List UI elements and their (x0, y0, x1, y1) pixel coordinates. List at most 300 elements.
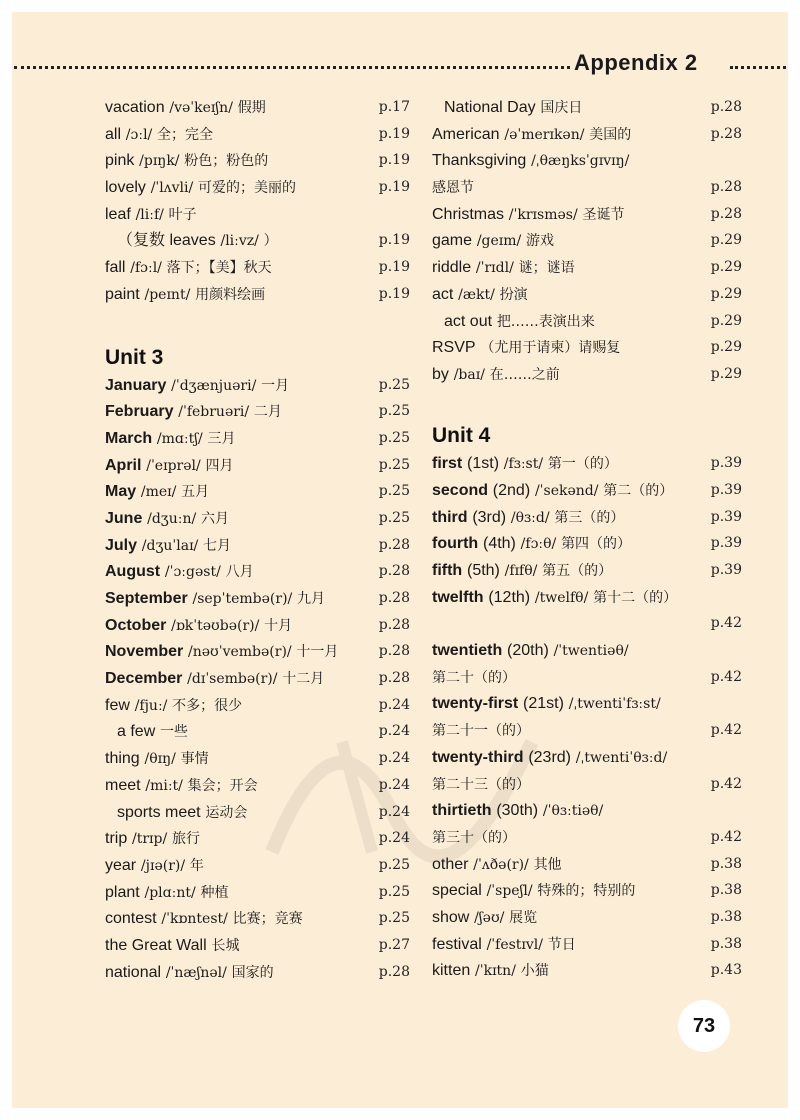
phonetic: /θɜːd/ (510, 509, 550, 526)
vocab-entry (432, 744, 742, 771)
chinese-meaning: 可爱的；美丽的 (198, 180, 297, 197)
chinese-meaning: 其他 (533, 856, 562, 873)
vocab-entry (432, 824, 742, 851)
page-reference: p.39 (710, 562, 742, 578)
page-reference: p.24 (378, 723, 410, 740)
page-reference: p.28 (378, 963, 410, 980)
chinese-meaning: 八月 (225, 564, 254, 581)
chinese-meaning: 第四（的） (561, 536, 632, 553)
chinese-meaning: 全；完全 (157, 126, 214, 143)
vocab-entry (105, 281, 410, 308)
page-reference: p.27 (378, 936, 410, 953)
page-reference: p.28 (710, 125, 742, 142)
phonetic: /plɑːnt/ (144, 884, 196, 901)
vocab-word: game (432, 232, 473, 250)
chinese-meaning: 不多；很少 (172, 697, 243, 714)
phonetic: /liːf/ (135, 206, 164, 223)
vocab-word: March (105, 429, 153, 447)
chinese-meaning: 第十二（的） (593, 589, 678, 606)
page-reference: p.39 (710, 535, 742, 552)
phonetic: /dʒuˈlaɪ/ (141, 537, 199, 554)
page-number: 73 (678, 1000, 730, 1052)
vocab-entry (432, 121, 742, 148)
page-reference: p.38 (710, 908, 742, 925)
phonetic: /sepˈtembə(r)/ (192, 591, 293, 607)
page-reference: p.24 (378, 830, 410, 847)
appendix-title: Appendix 2 (574, 50, 698, 75)
vocab-word: twenty-third (432, 748, 524, 766)
page-reference: p.42 (710, 615, 742, 632)
page-reference: p.25 (378, 483, 410, 500)
page-reference: p.29 (710, 285, 742, 302)
chinese-meaning: 三月 (207, 430, 236, 447)
page-reference: p.25 (378, 456, 410, 473)
ordinal-abbrev: (21st) (523, 695, 564, 713)
left-column (105, 94, 410, 985)
chinese-meaning: 特殊的；特别的 (537, 883, 636, 900)
chinese-meaning: 十二月 (282, 671, 325, 688)
vocab-entry (432, 504, 742, 531)
phonetic: /mɑːtʃ/ (156, 430, 203, 447)
vocab-entry (432, 877, 742, 904)
phonetic: /ˈkɪtn/ (475, 963, 516, 980)
vocab-word: national (105, 963, 162, 981)
vocab-entry (105, 745, 410, 772)
vocab-entry (105, 201, 410, 228)
vocab-word: vacation (105, 99, 165, 116)
ordinal-abbrev: (23rd) (528, 748, 572, 766)
phonetic: /peɪnt/ (144, 286, 191, 303)
page-reference: p.28 (378, 643, 410, 660)
phonetic: /fɔːθ/ (520, 536, 557, 553)
vocab-word: meet (105, 776, 141, 794)
phonetic: /əˈmerɪkən/ (504, 126, 585, 143)
phonetic: /ˈɔːgəst/ (164, 564, 221, 581)
page-reference: p.42 (710, 668, 742, 685)
vocab-word: contest (105, 910, 157, 928)
phonetic: /nəʊˈvembə(r)/ (188, 644, 292, 661)
phonetic: /ˈnæʃnəl/ (165, 964, 227, 981)
phonetic: /jɪə(r)/ (140, 857, 186, 874)
page-reference: p.17 (378, 99, 410, 115)
vocab-entry (432, 147, 742, 174)
right-column (432, 94, 742, 984)
vocab-entry (105, 254, 410, 281)
phonetic: /fɜːst/ (503, 456, 544, 473)
vocab-word: trip (105, 830, 128, 848)
vocab-entry (105, 638, 410, 665)
vocab-word: Christmas (432, 205, 505, 223)
page-reference: p.38 (710, 855, 742, 872)
page-reference: p.28 (710, 99, 742, 115)
chinese-meaning: 美国的 (589, 126, 632, 143)
vocab-entry (432, 94, 742, 121)
chinese-meaning: 长城 (211, 937, 240, 954)
vocab-entry (432, 771, 742, 798)
vocab-word: twelfth (432, 588, 484, 606)
page-reference: p.28 (710, 205, 742, 222)
vocab-word: sports meet (117, 803, 201, 821)
chinese-meaning: 第一（的） (547, 456, 618, 473)
chinese-meaning: 十月 (264, 617, 293, 634)
chinese-meaning: 谜；谜语 (518, 260, 575, 277)
phonetic: /dɪˈsembə(r)/ (187, 671, 278, 688)
page-reference: p.28 (378, 563, 410, 580)
phonetic: /liːvz/ (220, 233, 259, 250)
vocab-entry (432, 797, 742, 824)
chinese-meaning: 在……之前 (489, 366, 560, 383)
chinese-meaning: 节日 (547, 936, 576, 953)
vocab-list-unit3-cont (432, 94, 742, 388)
phonetic: /ˈspeʃl/ (486, 883, 533, 900)
page-reference: p.42 (710, 722, 742, 739)
phonetic: /ˌθæŋksˈgɪvɪŋ/ (531, 153, 630, 170)
chinese-meaning: 五月 (181, 484, 210, 501)
chinese-meaning: 落下；【美】秋天 (166, 260, 272, 277)
vocab-word: other (432, 855, 469, 873)
phonetic: /dʒuːn/ (147, 510, 197, 527)
vocab-entry (432, 957, 742, 984)
vocab-entry (432, 254, 742, 281)
vocab-entry (432, 557, 742, 584)
vocab-word: few (105, 696, 130, 714)
ordinal-abbrev: (20th) (507, 642, 549, 660)
vocab-word: November (105, 643, 184, 661)
chinese-meaning: 比赛；竞赛 (232, 911, 303, 928)
page-reference: p.28 (378, 536, 410, 553)
phonetic: /ˈsekənd/ (534, 482, 599, 499)
page-reference: p.39 (710, 508, 742, 525)
page-reference: p.42 (710, 828, 742, 845)
chinese-meaning: 一月 (261, 377, 290, 394)
vocab-entry (105, 959, 410, 986)
page-reference: p.28 (378, 590, 410, 606)
vocab-word: a few (117, 723, 156, 741)
vocab-word: October (105, 616, 167, 634)
vocab-entry (105, 94, 410, 121)
chinese-meaning: 第三十（的） (432, 829, 516, 846)
unit-3-heading: Unit 3 (105, 345, 164, 369)
vocab-entry (105, 372, 410, 399)
chinese-meaning: 二月 (253, 404, 282, 421)
chinese-meaning: 圣诞节 (582, 206, 625, 223)
chinese-meaning: 七月 (203, 537, 232, 554)
vocab-word: RSVP (432, 339, 476, 357)
chinese-meaning: 感恩节 (432, 180, 474, 197)
vocab-entry (105, 174, 410, 201)
ordinal-abbrev: (30th) (496, 802, 539, 820)
vocab-entry (432, 851, 742, 878)
page-reference: p.25 (378, 429, 410, 446)
page-reference: p.24 (378, 750, 410, 767)
vocab-word: twentieth (432, 642, 503, 660)
phonetic: /ˈkrɪsməs/ (508, 206, 578, 223)
page-reference: p.28 (710, 179, 742, 196)
vocab-entry (105, 532, 410, 559)
vocab-word: twenty-first (432, 695, 519, 713)
vocab-word: first (432, 455, 463, 473)
chinese-meaning: 九月 (297, 591, 326, 607)
vocab-word: July (105, 536, 138, 554)
vocab-word: plant (105, 883, 140, 901)
chinese-meaning: 事情 (180, 751, 209, 768)
page-reference: p.19 (378, 259, 410, 276)
phonetic: /vəˈkeɪʃn/ (169, 100, 233, 116)
vocab-word: act out (444, 312, 493, 330)
phonetic: /ɔːl/ (125, 126, 153, 143)
vocab-word: the Great Wall (105, 936, 207, 954)
page-reference: p.25 (378, 376, 410, 393)
vocab-entry (432, 530, 742, 557)
page-reference: p.25 (378, 509, 410, 526)
vocab-entry (105, 879, 410, 906)
vocab-entry (432, 281, 742, 308)
vocab-word: thing (105, 750, 140, 768)
vocab-word: year (105, 856, 137, 874)
vocab-word: kitten (432, 962, 471, 980)
phonetic: /ˈkɒntest/ (161, 911, 228, 928)
chinese-meaning: 国家的 (231, 964, 274, 981)
vocab-entry (105, 692, 410, 719)
vocab-entry (432, 450, 742, 477)
vocab-entry (105, 505, 410, 532)
page-header (12, 50, 788, 80)
phonetic: /fɔːl/ (130, 260, 162, 277)
phonetic: /ˈrɪdl/ (475, 260, 514, 277)
vocab-entry (432, 308, 742, 335)
ordinal-abbrev: (4th) (482, 535, 516, 553)
vocab-entry (432, 334, 742, 361)
vocab-entry (105, 772, 410, 799)
vocab-entry (105, 227, 410, 254)
phonetic: /fjuː/ (134, 697, 168, 714)
chinese-meaning: ） (263, 233, 278, 250)
chinese-meaning: 年 (189, 857, 204, 874)
page-reference: p.19 (378, 232, 410, 249)
vocab-entry (105, 452, 410, 479)
chinese-meaning: 假期 (237, 100, 266, 116)
vocab-list-unit2 (105, 94, 410, 308)
vocab-word: January (105, 376, 167, 394)
vocab-word: fifth (432, 562, 463, 579)
chinese-meaning: （尤用于请柬）请赐复 (480, 340, 621, 357)
vocab-entry (432, 361, 742, 388)
vocab-word: all (105, 125, 122, 143)
page-reference: p.25 (378, 856, 410, 873)
dotted-rule-right (730, 66, 786, 69)
vocab-entry (105, 799, 410, 826)
vocab-entry (432, 717, 742, 744)
chinese-meaning: 四月 (205, 457, 234, 474)
phonetic: /ækt/ (458, 286, 495, 303)
ordinal-abbrev: (5th) (466, 562, 500, 579)
page-reference: p.25 (378, 403, 410, 420)
page-reference: p.28 (378, 670, 410, 687)
page-reference: p.25 (378, 883, 410, 900)
vocab-word: leaf (105, 205, 131, 223)
phonetic: /pɪŋk/ (139, 153, 180, 170)
page-reference: p.24 (378, 696, 410, 713)
page-reference: p.19 (378, 179, 410, 196)
chinese-meaning: 扮演 (499, 286, 528, 303)
vocab-word: third (432, 508, 468, 526)
vocab-word: fall (105, 259, 126, 277)
chinese-meaning: 小猫 (520, 963, 549, 980)
vocab-word: December (105, 670, 183, 688)
ordinal-abbrev: (2nd) (492, 481, 531, 499)
vocab-entry (105, 585, 410, 612)
vocab-word: second (432, 481, 489, 499)
phonetic: /trɪp/ (132, 831, 168, 848)
vocab-word: pink (105, 152, 135, 170)
vocab-entry (432, 690, 742, 717)
vocab-entry (432, 201, 742, 228)
page-reference: p.29 (710, 365, 742, 382)
chinese-meaning: 游戏 (526, 233, 555, 250)
chinese-meaning: 第二十三（的） (432, 776, 530, 793)
page-reference: p.39 (710, 481, 742, 498)
page-reference: p.38 (710, 882, 742, 899)
vocab-word: February (105, 403, 174, 421)
chinese-meaning: 十一月 (296, 644, 339, 661)
vocab-word: lovely (105, 179, 146, 197)
page-reference: p.19 (378, 125, 410, 142)
ordinal-abbrev: (12th) (488, 588, 531, 606)
vocab-entry (105, 825, 410, 852)
phonetic: /ɒkˈtəʊbə(r)/ (171, 617, 260, 634)
vocab-entry (432, 931, 742, 958)
vocab-word: fourth (432, 535, 479, 553)
vocab-entry (432, 227, 742, 254)
vocab-word: April (105, 456, 142, 474)
page-reference: p.38 (710, 935, 742, 952)
vocab-word: paint (105, 285, 140, 303)
vocab-word: thirtieth (432, 802, 492, 820)
page-reference: p.29 (710, 259, 742, 276)
page-reference: p.19 (378, 285, 410, 302)
phonetic: /miːt/ (145, 777, 183, 794)
vocab-entry (432, 664, 742, 691)
phonetic: /ˈlʌvli/ (150, 180, 194, 197)
phonetic: /twelfθ/ (534, 589, 589, 606)
chinese-meaning: 一些 (160, 724, 189, 741)
page-reference: p.24 (378, 776, 410, 793)
chinese-meaning: 第五（的） (542, 563, 613, 579)
chinese-meaning: 种植 (200, 884, 229, 901)
phonetic: /ˌtwentiˈθɜːd/ (575, 749, 668, 766)
chinese-meaning: 展览 (509, 909, 538, 926)
phonetic: /fɪfθ/ (504, 563, 538, 579)
vocab-entry (432, 610, 742, 637)
phonetic: /ˈʌðə(r)/ (473, 856, 529, 873)
ordinal-abbrev: (1st) (467, 455, 500, 473)
unit-4-heading: Unit 4 (432, 424, 491, 448)
phonetic: /θɪŋ/ (144, 751, 176, 768)
chinese-meaning: 旅行 (172, 831, 200, 848)
vocab-list-unit3 (105, 372, 410, 986)
vocab-word: festival (432, 935, 482, 953)
chinese-meaning: 集会；开会 (187, 777, 258, 794)
vocab-entry (105, 425, 410, 452)
page-reference: p.29 (710, 232, 742, 249)
vocab-word: August (105, 563, 161, 581)
phonetic: /ˌtwentiˈfɜːst/ (568, 696, 661, 713)
page-reference: p.29 (710, 339, 742, 356)
dotted-rule-left (14, 66, 570, 69)
phonetic: /ˈθɜːtiəθ/ (542, 803, 604, 820)
vocab-word: special (432, 882, 482, 900)
vocab-entry (432, 637, 742, 664)
vocab-entry (432, 904, 742, 931)
chinese-meaning: 粉色；粉色的 (184, 153, 269, 170)
chinese-meaning: 第二十一（的） (432, 723, 530, 740)
page-reference: p.43 (710, 962, 742, 979)
vocab-word: （复数 leaves (117, 232, 216, 250)
chinese-meaning: 六月 (200, 510, 229, 527)
chinese-meaning: 把……表演出来 (496, 313, 595, 330)
vocab-entry (105, 852, 410, 879)
page-reference: p.24 (378, 803, 410, 820)
phonetic: /geɪm/ (476, 233, 522, 250)
chinese-meaning: 第二（的） (603, 482, 674, 499)
phonetic: /ˈdʒænjuəri/ (171, 377, 257, 394)
vocab-word: June (105, 509, 143, 527)
ordinal-abbrev: (3rd) (472, 508, 507, 526)
page-reference: p.28 (378, 616, 410, 633)
phonetic: /ˈfebruəri/ (178, 404, 250, 421)
chinese-meaning: 国庆日 (540, 100, 583, 116)
vocab-word: riddle (432, 259, 472, 277)
vocab-word: act (432, 285, 454, 303)
vocab-list-unit4 (432, 450, 742, 984)
vocab-entry (105, 932, 410, 959)
vocab-entry (105, 558, 410, 585)
vocab-entry (105, 147, 410, 174)
page-reference: p.39 (710, 455, 742, 472)
vocab-word: by (432, 365, 449, 383)
chinese-meaning: 运动会 (205, 804, 248, 821)
vocab-entry (105, 121, 410, 148)
vocab-word: Thanksgiving (432, 152, 527, 170)
page-reference: p.42 (710, 775, 742, 792)
chinese-meaning: 用颜料绘画 (195, 286, 266, 303)
chinese-meaning: 叶子 (168, 206, 197, 223)
chinese-meaning: 第三（的） (554, 509, 625, 526)
vocab-word: show (432, 908, 470, 926)
vocab-entry (105, 398, 410, 425)
vocab-word: National Day (444, 99, 536, 116)
vocab-entry (105, 612, 410, 639)
vocab-entry (105, 905, 410, 932)
vocab-entry (105, 478, 410, 505)
vocab-entry (432, 174, 742, 201)
vocab-entry (105, 718, 410, 745)
vocab-word: May (105, 483, 137, 501)
vocab-entry (105, 665, 410, 692)
vocab-word: American (432, 125, 500, 143)
textbook-page (12, 12, 788, 1108)
phonetic: /meɪ/ (140, 484, 177, 501)
phonetic: /ˈtwentiəθ/ (553, 643, 629, 660)
chinese-meaning: 第二十（的） (432, 669, 516, 686)
phonetic: /ˈfestɪvl/ (486, 936, 544, 953)
page-reference: p.19 (378, 152, 410, 169)
vocab-word: September (105, 590, 188, 607)
phonetic: /ˈeɪprəl/ (146, 457, 201, 474)
phonetic: /ʃəʊ/ (474, 909, 505, 926)
phonetic: /baɪ/ (453, 366, 485, 383)
vocab-entry (432, 477, 742, 504)
